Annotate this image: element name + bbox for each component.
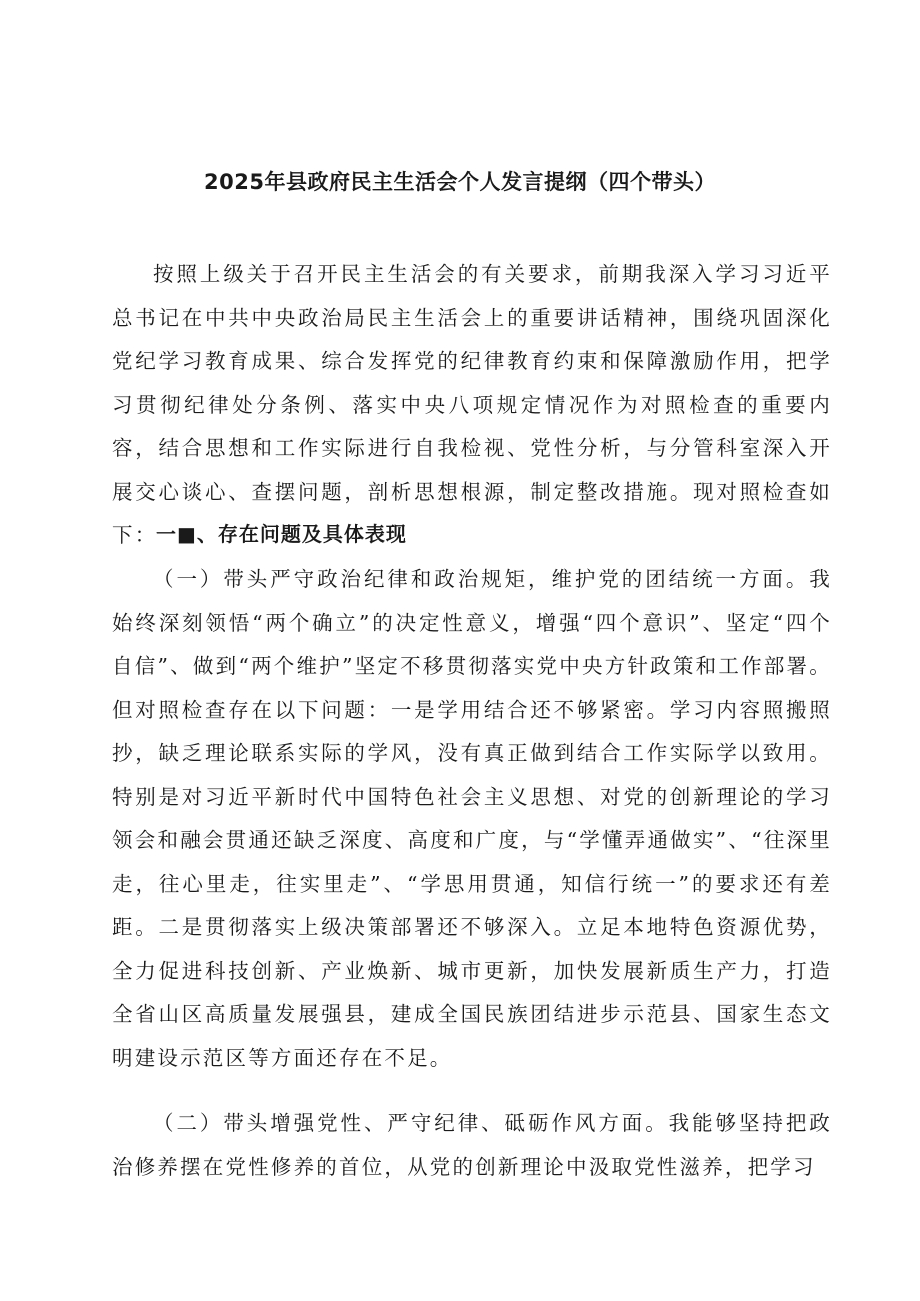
section-heading: 一■、存在问题及具体表现 bbox=[156, 522, 407, 546]
document-title: 2025年县政府民主生活会个人发言提纲（四个带头） bbox=[204, 170, 716, 194]
intro-paragraph: 按照上级关于召开民主生活会的有关要求，前期我深入学习习近平总书记在中共中央政治局民主生活会上的重要讲话精神，围绕巩固深化党纪学习教育成果、综合发挥党的纪律教育约束和保障激励作用，把学习贯彻纪律处分条例、落实中央八项规定情况作为对照检查的重要内容，结合思想和工作实际进行自我检视、党性分析，与分管科室深入开展交心谈心、查摆问题，剖析思想根源，制定整改措施。现对照检查如下： bbox=[112, 262, 832, 547]
item-two-paragraph: （二）带头增强党性、严守纪律、砥砺作风方面。我能够坚持把政治修养摆在党性修养的首位，从党的创新理论中汲取党性滋养，把学习 bbox=[112, 1111, 832, 1179]
item-one-paragraph: （一）带头严守政治纪律和政治规矩，维护党的团结统一方面。我始终深刻领悟“两个确立”的决定性意义，增强“四个意识”、坚定“四个自信”、做到“两个维护”坚定不移贯彻落实党中央方针政策和工作部署。但对照检查存在以下问题：一是学用结合还不够紧密。学习内容照搬照抄，缺乏理论联系实际的学风，没有真正做到结合工作实际学以致用。特别是对习近平新时代中国特色社会主义思想、对党的创新理论的学习领会和融会贯通还缺乏深度、高度和广度，与“学懂弄通做实”、“往深里走，往心里走，往实里走”、“学思用贯通，知信行统一”的要求还有差距。二是贯彻落实上级决策部署还不够深入。立足本地特色资源优势，全力促进科技创新、产业焕新、城市更新，加快发展新质生产力，打造全省山区高质量发展强县，建成全国民族团结进步示范县、国家生态文明建设示范区等方面还存在不足。 bbox=[112, 567, 832, 1070]
